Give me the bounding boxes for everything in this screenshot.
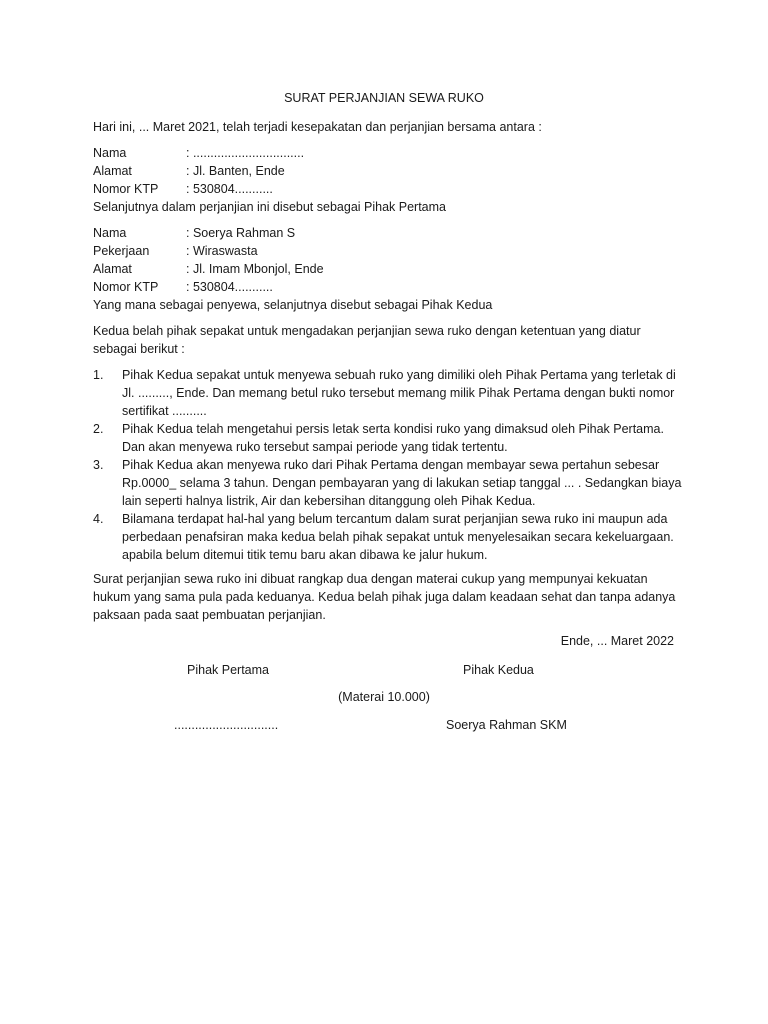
field-value: : 530804........... (186, 280, 273, 294)
field-label: Nomor KTP (93, 280, 159, 294)
field-label: Alamat (93, 262, 132, 276)
list-number: 4. (93, 512, 104, 526)
list-item (93, 366, 683, 420)
field-label: Pekerjaan (93, 244, 150, 258)
field-value: : Soerya Rahman S (186, 226, 296, 240)
party2-row-ktp (93, 278, 683, 296)
terms-list (93, 366, 683, 564)
party1-row-address (93, 162, 683, 180)
list-text: Pihak Kedua telah mengetahui persis letak serta kondisi ruko yang dimaksud oleh Pihak Pertama. Dan akan menyewa ruko tersebut sampai periode yang tidak tertentu. (122, 422, 664, 454)
first-party-label: Pihak Pertama (187, 663, 269, 677)
party1-row-ktp (93, 180, 683, 198)
list-number: 1. (93, 368, 104, 382)
party1-note: Selanjutnya dalam perjanjian ini disebut sebagai Pihak Pertama (93, 200, 446, 214)
list-number: 3. (93, 458, 104, 472)
list-item (93, 456, 683, 510)
field-label: Nama (93, 226, 127, 240)
stamp-note: (Materai 10.000) (338, 690, 430, 704)
field-value: : Jl. Banten, Ende (186, 164, 285, 178)
place-date: Ende, ... Maret 2022 (560, 634, 674, 648)
field-label: Alamat (93, 164, 132, 178)
list-item (93, 420, 683, 456)
party2-row-name (93, 224, 683, 242)
second-party-label: Pihak Kedua (463, 663, 534, 677)
intro-paragraph: Hari ini, ... Maret 2021, telah terjadi kesepakatan dan perjanjian bersama antara : (93, 120, 542, 134)
party1-section (93, 144, 683, 216)
party2-section (93, 224, 683, 314)
first-party-signature-name: .............................. (174, 718, 279, 732)
list-text: Bilamana terdapat hal-hal yang belum tercantum dalam surat perjanjian sewa ruko ini maupun ada perbedaan penafsiran maka kedua belah pihak sepakat untuk menyelesaikan secara kekeluargaan. apabila belum ditemui titik temu baru akan dibawa ke jalur hukum. (122, 512, 674, 562)
closing-paragraph: Surat perjanjian sewa ruko ini dibuat rangkap dua dengan materai cukup yang mempunyai kekuatan hukum yang sama pula pada keduanya. Kedua belah pihak juga dalam keadaan sehat dan tanpa adanya paksaan pada saat pembuatan perjanjian. (93, 572, 676, 622)
field-value: : Jl. Imam Mbonjol, Ende (186, 262, 324, 276)
party2-row-address (93, 260, 683, 278)
list-number: 2. (93, 422, 104, 436)
party1-row-name (93, 144, 683, 162)
party2-note: Yang mana sebagai penyewa, selanjutnya disebut sebagai Pihak Kedua (93, 298, 493, 312)
second-party-signature-name: Soerya Rahman SKM (446, 718, 567, 732)
list-item (93, 510, 683, 564)
party2-row-occupation (93, 242, 683, 260)
field-label: Nomor KTP (93, 182, 159, 196)
list-text: Pihak Kedua akan menyewa ruko dari Pihak Pertama dengan membayar sewa pertahun sebesar Rp.0000_ selama 3 tahun. Dengan pembayaran yang di lakukan setiap tanggal ... . Sedangkan biaya lain seperti halnya listrik, Air dan kebersihan ditanggung oleh Pihak Kedua. (122, 458, 682, 508)
field-value: : 530804........... (186, 182, 273, 196)
list-text: Pihak Kedua sepakat untuk menyewa sebuah ruko yang dimiliki oleh Pihak Pertama yang terletak di Jl. ........., Ende. Dan memang betul ruko tersebut memang milik Pihak Pertama dengan bukti nomor sertifikat .......... (122, 368, 676, 418)
field-label: Nama (93, 146, 127, 160)
field-value: : Wiraswasta (186, 244, 258, 258)
field-value: : ................................ (186, 146, 305, 160)
agreement-intro: Kedua belah pihak sepakat untuk mengadakan perjanjian sewa ruko dengan ketentuan yang diatur sebagai berikut : (93, 324, 641, 356)
document-title: SURAT PERJANJIAN SEWA RUKO (284, 91, 484, 105)
